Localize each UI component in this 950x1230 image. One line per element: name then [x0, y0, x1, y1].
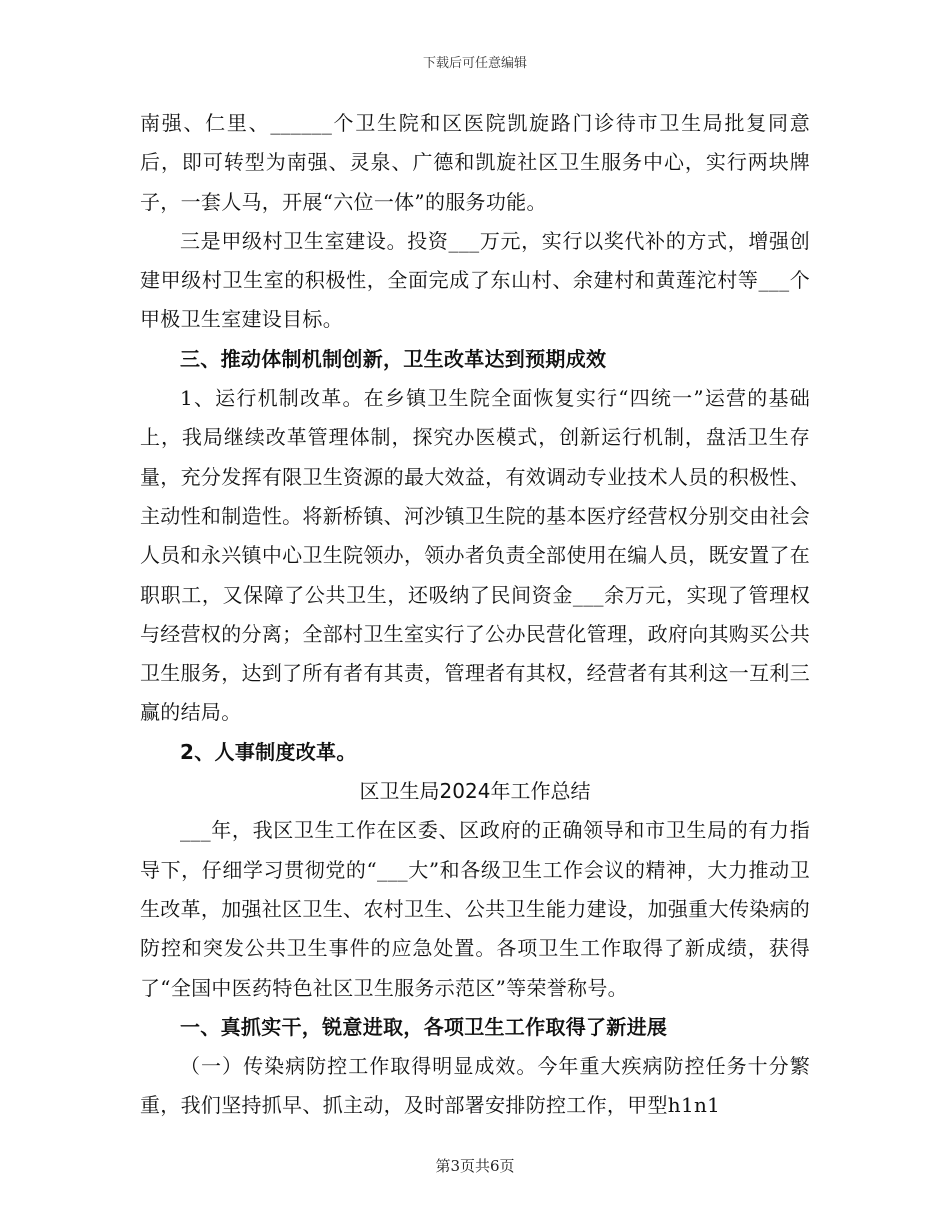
- subheading-personnel-reform: 2、人事制度改革。: [180, 739, 357, 764]
- document-body: [140, 104, 810, 1126]
- page-number: 第3页共6页: [435, 1157, 515, 1175]
- document-title: 区卫生局2024年工作总结: [359, 779, 591, 804]
- paragraph-township-clinics: 南强、仁里、______个卫生院和区医院凯旋路门诊待市卫生局批复同意后，即可转型为南强、灵泉、广德和凯旋社区卫生服务中心，实行两块牌子，一套人马，开展“六位一体”的服务功能。: [140, 111, 810, 214]
- section-heading-reform: 三、推动体制机制创新，卫生改革达到预期成效: [180, 346, 607, 371]
- paragraph-operation-reform: 1、运行机制改革。在乡镇卫生院全面恢复实行“四统一”运营的基础上，我局继续改革管理体制，探究办医模式，创新运行机制，盘活卫生存量，充分发挥有限卫生资源的最大效益，有效调动专业技术人员的积极性、主动性和制造性。将新桥镇、河沙镇卫生院的基本医疗经营权分别交由社会人员和永兴镇中心卫生院领办，领办者负责全部使用在编人员，既安置了在职职工，又保障了公共卫生，还吸纳了民间资金___余万元，实现了管理权与经营权的分离；全部村卫生室实行了公办民营化管理，政府向其购买公共卫生服务，达到了所有者有其责，管理者有其权，经营者有其利这一互利三赢的结局。: [140, 386, 810, 725]
- paragraph-summary-intro: ___年，我区卫生工作在区委、区政府的正确领导和市卫生局的有力指导下，仔细学习贯彻党的“___大”和各级卫生工作会议的精神，大力推动卫生改革，加强社区卫生、农村卫生、公共卫生能力建设，加强重大传染病的防控和突发公共卫生事件的应急处置。各项卫生工作取得了新成绩，获得了“全国中医药特色社区卫生服务示范区”等荣誉称号。: [140, 818, 810, 1000]
- section-heading-progress: 一、真抓实干，锐意进取，各项卫生工作取得了新进展: [180, 1014, 668, 1039]
- paragraph-village-clinics: 三是甲级村卫生室建设。投资___万元，实行以奖代补的方式，增强创建甲级村卫生室的积极性，全面完成了东山村、余建村和黄莲沱村等___个甲极卫生室建设目标。: [140, 228, 810, 332]
- page-header: 下载后可任意编辑: [422, 56, 527, 71]
- paragraph-disease-control: （一）传染病防控工作取得明显成效。今年重大疾病防控任务十分繁重，我们坚持抓早、抓主动，及时部署安排防控工作，甲型h1n1: [140, 1054, 810, 1118]
